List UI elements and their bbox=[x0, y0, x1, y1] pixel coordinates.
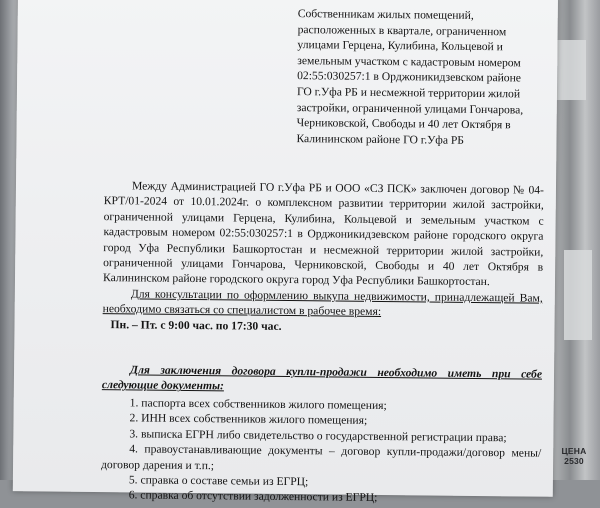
price-watermark bbox=[554, 447, 594, 466]
show-through-print bbox=[216, 149, 416, 166]
torn-paper-scrap bbox=[564, 250, 592, 340]
addressee-line: ГО г.Уфа РБ и несмежной территории жилой bbox=[296, 85, 521, 101]
document-item: 5. справка о составе семьи из ЕГРЦ; bbox=[128, 473, 309, 489]
notice-body bbox=[101, 178, 544, 507]
addressee-line: Собственникам жилых помещений, bbox=[297, 7, 474, 22]
price-watermark-value: 2530 bbox=[564, 455, 584, 466]
documents-heading: Для заключения договора купли-продажи необходимо иметь при себе следующие документы: bbox=[101, 363, 543, 393]
addressee-line: расположенных в квартале, ограниченном bbox=[297, 22, 507, 38]
documents-list bbox=[101, 395, 542, 507]
price-watermark-label: ЦЕНА bbox=[561, 446, 587, 456]
contract-paragraph: Между Администрацией ГО г.Уфа РБ и ООО «СЗ ПСК» заключен договор № 04-КРТ/01-2024 от 10.01.2024г. о комплексном развитии территории жилой застройки, ограниченной улицами Герцена, Кулибина, Кольцевой и земельным участком с кадастровым номером 02:55:030257:1 в Орджоникидзевском районе городского округа город Уфа Республики Башкортостан и несмежной территории жилой застройки, ограниченной улицами Гончарова, Черниковской, Свободы и 40 лет Октября в Калининском районе городского округа город Уфа Республики Башкортостан. bbox=[102, 179, 545, 289]
notice-sheet bbox=[13, 0, 558, 505]
wall-background-right bbox=[550, 0, 600, 480]
document-item: 2. ИНН всех собственников жилого помещения; bbox=[129, 411, 368, 428]
document-item: 4. правоустанавливающие документы – договор купли-продажи/договор мены/договор дарения и т.п.; bbox=[100, 442, 542, 472]
addressee-block bbox=[296, 6, 545, 149]
addressee-line: Калининском районе ГО г.Уфа РБ bbox=[296, 131, 465, 147]
document-item: 6. справка об отсутствии задолженности из ЕГРЦ; bbox=[128, 488, 378, 505]
addressee-line: застройки, ограниченной улицами Гончарова, bbox=[296, 100, 524, 117]
working-hours: Пн. – Пт. с 9:00 час. по 17:30 час. bbox=[110, 317, 282, 333]
addressee-line: 02:55:030257:1 в Орджоникидзевском районе bbox=[297, 69, 522, 85]
addressee-line: земельным участком с кадастровым номером bbox=[297, 53, 521, 70]
document-item: 3. выписка ЕГРН либо свидетельство о государственной регистрации права; bbox=[129, 427, 507, 445]
addressee-line: Черниковской, Свободы и 40 лет Октября в bbox=[296, 116, 511, 132]
consultation-notice: Для консультации по оформлению выкупа недвижимости, принадлежащей Вам, необходимо связаться со специалистом в рабочее время: bbox=[102, 287, 543, 319]
addressee-line: улицами Герцена, Кулибина, Кольцевой и bbox=[297, 38, 503, 54]
torn-paper-scrap bbox=[556, 40, 586, 100]
document-item: 1. паспорта всех собственников жилого помещения; bbox=[129, 396, 387, 412]
